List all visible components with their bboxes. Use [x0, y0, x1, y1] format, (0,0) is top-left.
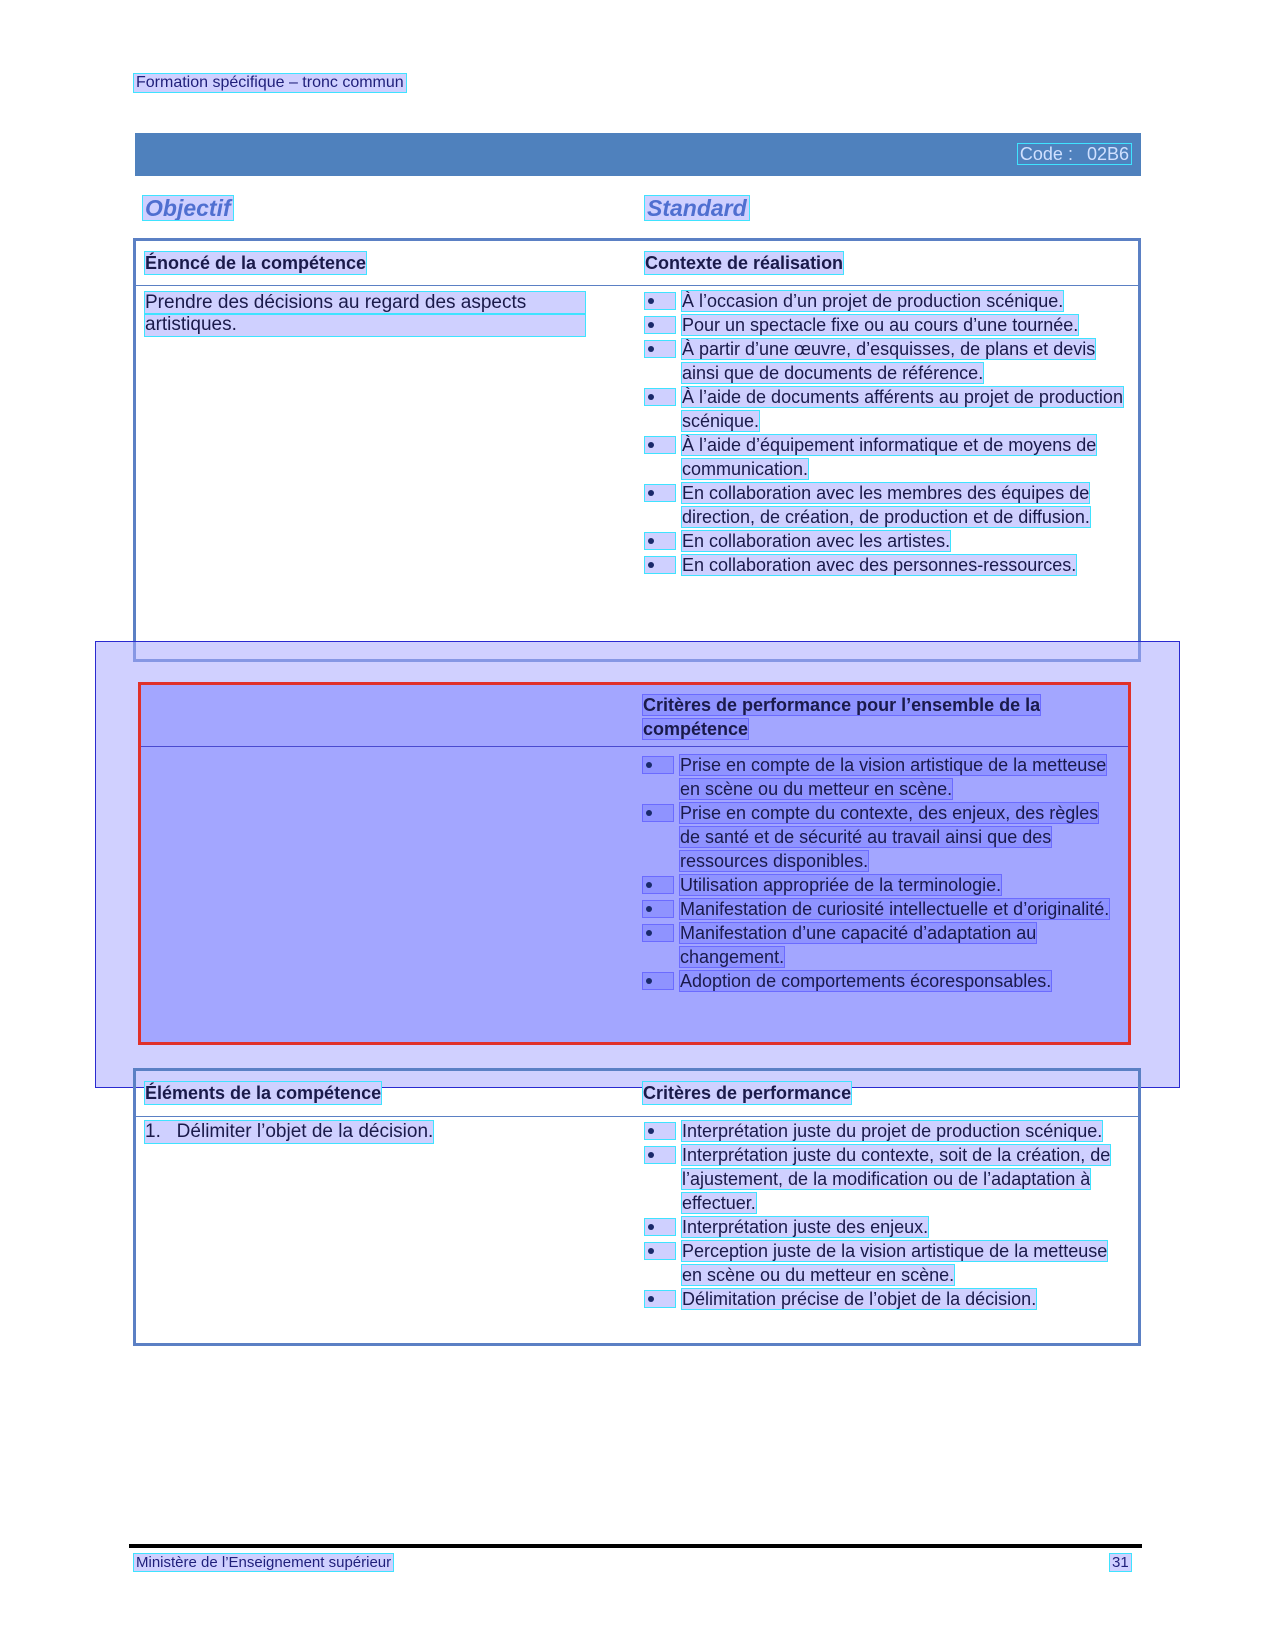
- bullet-icon: [645, 437, 675, 453]
- bullet-icon: [645, 389, 675, 405]
- bullet-icon: [643, 757, 673, 773]
- bullet-icon: [645, 1291, 675, 1307]
- list-item: [643, 921, 1113, 969]
- bullet-icon: [645, 1243, 675, 1259]
- list-item: [643, 873, 1113, 897]
- bullet-icon: [645, 317, 675, 333]
- list-item: [645, 1143, 1125, 1215]
- criteres-title-text: Critères de performance: [643, 1083, 852, 1103]
- list-item: [643, 801, 1113, 873]
- element-item-text: 1. Délimiter l’objet de la décision.: [145, 1121, 434, 1142]
- footer-ministry: Ministère de l’Enseignement supérieur: [136, 1554, 392, 1571]
- list-item-text: Manifestation d’une capacité d’adaptation au changement.: [680, 923, 1037, 967]
- enonce-line: artistiques.: [145, 314, 585, 336]
- elements-title-text: Éléments de la compétence: [145, 1083, 382, 1103]
- criteria-ensemble-title: [643, 693, 1103, 741]
- bullet-icon: [643, 973, 673, 989]
- list-item-text: À l’aide de documents afférents au projet de production scénique.: [682, 387, 1123, 431]
- code-value: 02B6: [1086, 144, 1129, 164]
- list-item: [645, 1287, 1125, 1311]
- contexte-title-text: Contexte de réalisation: [645, 253, 844, 273]
- section-title-objectif: Objectif: [145, 195, 231, 221]
- page-number: 31: [1112, 1554, 1129, 1571]
- list-item-text: Délimitation précise de l’objet de la décision.: [682, 1289, 1037, 1309]
- code-label: [1018, 144, 1131, 164]
- bullet-icon: [645, 293, 675, 309]
- bullet-icon: [643, 925, 673, 941]
- list-item: [645, 553, 1125, 577]
- bullet-icon: [645, 341, 675, 357]
- list-item-text: À l’aide d’équipement informatique et de moyens de communication.: [682, 435, 1097, 479]
- list-item: [645, 1119, 1125, 1143]
- bullet-icon: [645, 533, 675, 549]
- list-item: [645, 289, 1125, 313]
- list-item: [645, 1215, 1125, 1239]
- bullet-icon: [645, 1123, 675, 1139]
- enonce-title: [145, 252, 366, 274]
- code-label-text: Code :: [1019, 144, 1073, 164]
- list-item-text: Pour un spectacle fixe ou au cours d’une tournée.: [682, 315, 1079, 335]
- criteres-title: [643, 1082, 851, 1104]
- criteria-ensemble-title-text: Critères de performance pour l’ensemble de la compétence: [643, 695, 1041, 739]
- enonce-title-text: Énoncé de la compétence: [145, 253, 367, 273]
- list-item-text: Adoption de comportements écoresponsables.: [680, 971, 1052, 991]
- list-item-text: Prise en compte du contexte, des enjeux, des règles de santé et de sécurité au travail ainsi que des ressources disponibles.: [680, 803, 1099, 871]
- bullet-icon: [645, 557, 675, 573]
- criteria-ensemble-list: [643, 753, 1113, 993]
- footer-rule: [129, 1544, 1142, 1548]
- list-item-text: En collaboration avec des personnes-ressources.: [682, 555, 1077, 575]
- section-title-standard: Standard: [647, 195, 747, 221]
- bullet-icon: [645, 485, 675, 501]
- bullet-icon: [643, 901, 673, 917]
- element-item: [145, 1121, 433, 1143]
- list-item: [645, 337, 1125, 385]
- enonce-text: [145, 292, 585, 336]
- list-item: [645, 529, 1125, 553]
- list-item-text: Interprétation juste du contexte, soit de la création, de l’ajustement, de la modification ou de l’adaptation à effectuer.: [682, 1145, 1111, 1213]
- list-item-text: À l’occasion d’un projet de production scénique.: [682, 291, 1064, 311]
- list-item-text: Prise en compte de la vision artistique de la metteuse en scène ou du metteur en scène.: [680, 755, 1107, 799]
- list-item-text: En collaboration avec les membres des équipes de direction, de création, de production et de diffusion.: [682, 483, 1090, 527]
- list-item-text: En collaboration avec les artistes.: [682, 531, 951, 551]
- enonce-line: Prendre des décisions au regard des aspects: [145, 292, 585, 314]
- bullet-icon: [643, 805, 673, 821]
- list-item-text: Utilisation appropriée de la terminologie.: [680, 875, 1002, 895]
- list-item-text: Perception juste de la vision artistique de la metteuse en scène ou du metteur en scène.: [682, 1241, 1108, 1285]
- list-item-text: Interprétation juste des enjeux.: [682, 1217, 929, 1237]
- list-item: [643, 897, 1113, 921]
- running-header: Formation spécifique – tronc commun: [136, 74, 404, 91]
- list-item: [645, 313, 1125, 337]
- contexte-list: [645, 289, 1125, 577]
- bullet-icon: [645, 1147, 675, 1163]
- list-item: [645, 385, 1125, 433]
- elements-title: [145, 1082, 381, 1104]
- list-item: [645, 481, 1125, 529]
- bullet-icon: [643, 877, 673, 893]
- list-item-text: À partir d’une œuvre, d’esquisses, de plans et devis ainsi que de documents de référence.: [682, 339, 1096, 383]
- contexte-title: [645, 252, 843, 274]
- list-item: [643, 753, 1113, 801]
- list-item-text: Manifestation de curiosité intellectuelle et d’originalité.: [680, 899, 1110, 919]
- criteres-list: [645, 1119, 1125, 1311]
- list-item: [645, 1239, 1125, 1287]
- code-bar: [133, 133, 1141, 176]
- list-item: [645, 433, 1125, 481]
- list-item: [643, 969, 1113, 993]
- bullet-icon: [645, 1219, 675, 1235]
- list-item-text: Interprétation juste du projet de production scénique.: [682, 1121, 1103, 1141]
